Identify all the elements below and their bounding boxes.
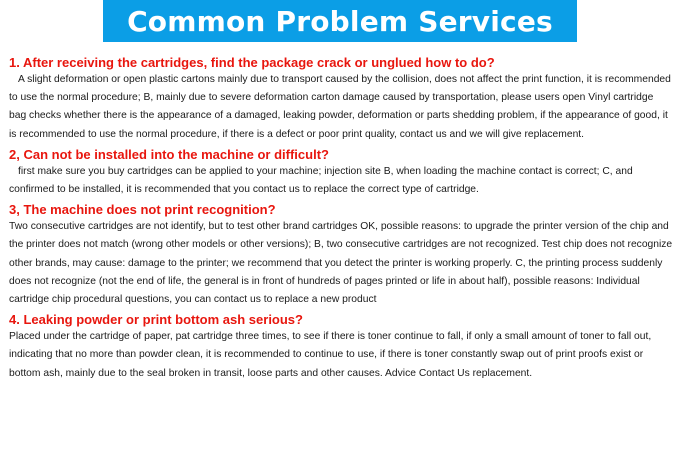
faq-item-4 bbox=[9, 311, 673, 383]
faq-answer: first make sure you buy cartridges can be applied to your machine; injection site B, when loading the machine contact is correct; C, and confirmed to be installed, it is recommended that you contact us to replace the correct type of cartridge. bbox=[9, 165, 633, 196]
faq-question: 3, The machine does not print recognition? bbox=[9, 202, 276, 218]
faq-answer: Placed under the cartridge of paper, pat cartridge three times, to see if there is toner continue to fall, if only a small amount of toner to fall out, indicating that no more than powder clean, it is recommended to continue to use, if there is toner constantly swap out of print proofs exist or bottom ash, mainly due to the seal broken in transit, loose parts and other causes. Advice Contact Us replacement. bbox=[9, 331, 652, 379]
page-title: Common Problem Services bbox=[127, 4, 553, 38]
faq-item-2 bbox=[9, 146, 673, 199]
faq-question: 1. After receiving the cartridges, find the package crack or unglued how to do? bbox=[9, 55, 495, 70]
faq-content bbox=[9, 54, 673, 385]
faq-item-3 bbox=[9, 201, 673, 309]
faq-question: 2, Can not be installed into the machine or difficult? bbox=[9, 146, 329, 162]
title-banner bbox=[103, 0, 577, 42]
faq-item-1 bbox=[9, 54, 673, 144]
faq-question: 4. Leaking powder or print bottom ash serious? bbox=[9, 312, 303, 328]
faq-answer: A slight deformation or open plastic cartons mainly due to transport caused by the collision, does not affect the print function, it is recommended to use the normal procedure; B, mainly due to severe deformation carton damage caused by transportation, please users open Vinyl cartridge bag checks whether there is the appearance of a damaged, leaking powder, deformation or parts shedding problem, if the appearance of good, it is recommended to use the normal procedure, if there is a defect or poor print quality, contact us and we will give replacement. bbox=[9, 74, 671, 140]
faq-answer: Two consecutive cartridges are not identify, but to test other brand cartridges OK, possible reasons: to upgrade the printer version of the chip and the printer does not match (wrong other models or other versions); B, two consecutive cartridges are not recognized. Test chip does not recognize other brands, may cause: damage to the printer; we recommend that you detect the printer is working properly. C, the printing process suddenly does not recognize (not the end of life, the general is in front of hundreds of pages printed or life in about half), possible reasons: Individual cartridge chip procedural questions, you can contact us to replace a new product bbox=[9, 221, 673, 306]
